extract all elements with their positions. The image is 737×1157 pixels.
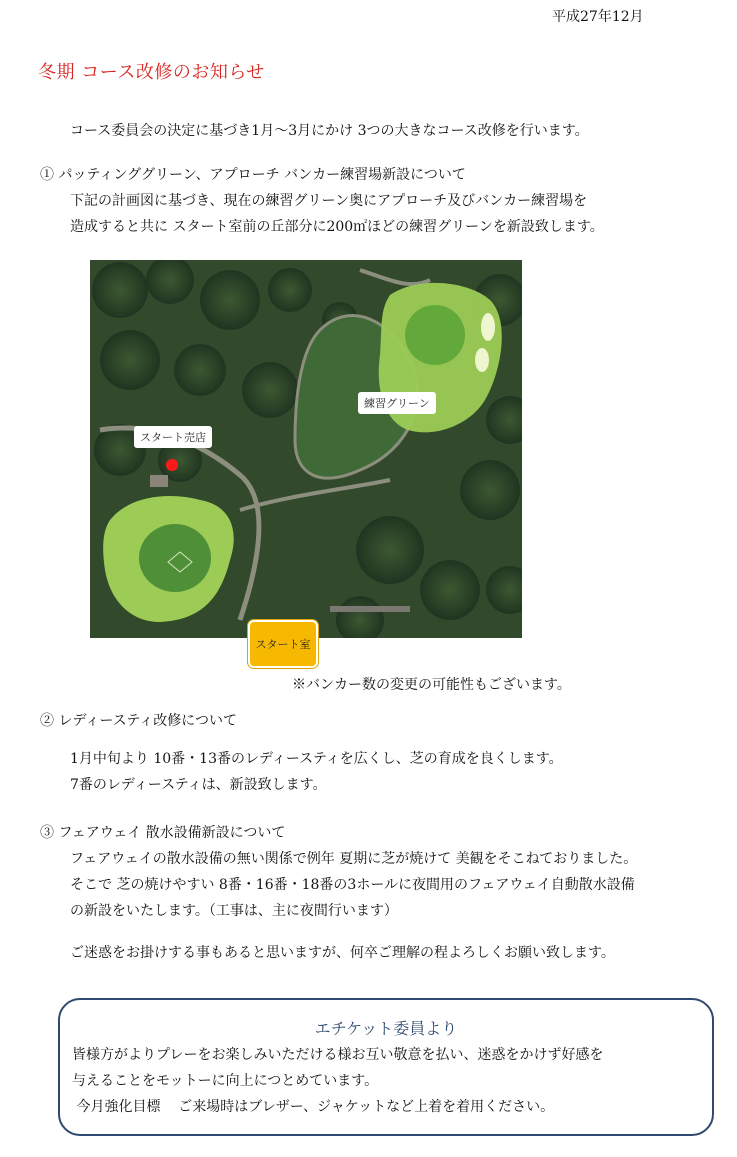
practice-green-label: 練習グリーン	[358, 392, 436, 414]
aerial-photo	[90, 260, 522, 638]
section3-line: そこで 芝の焼けやすい 8番・16番・18番の3ホールに夜間用のフェアウェイ自動散水設備	[70, 877, 635, 893]
issue-date: 平成27年12月	[552, 9, 644, 25]
section3-line: フェアウェイの散水設備の無い関係で例年 夏期に芝が焼けて 美観をそこねておりました。	[70, 851, 638, 867]
start-room-label: スタート室	[248, 620, 318, 668]
map-note: ※バンカー数の変更の可能性もございます。	[292, 677, 571, 693]
section1-heading: ① パッティンググリーン、アプローチ バンカー練習場新設について	[40, 167, 466, 183]
etiquette-line: 皆様方がよりプレーをお楽しみいただける様お互い敬意を払い、迷惑をかけず好感を	[72, 1047, 604, 1063]
section1-line: 下記の計画図に基づき、現在の練習グリーン奥にアプローチ及びバンカー練習場を	[70, 193, 588, 209]
section3-line: の新設をいたします。（工事は、主に夜間行います）	[70, 903, 398, 919]
section2-line: 7番のレディースティは、新設致します。	[70, 777, 327, 793]
start-shop-label: スタート売店	[134, 426, 212, 448]
etiquette-line: 今月強化目標 ご来場時はブレザー、ジャケットなど上着を着用ください。	[72, 1099, 555, 1115]
closing-text: ご迷惑をお掛けする事もあると思いますが、何卒ご理解の程よろしくお願い致します。	[70, 945, 615, 961]
page-title: 冬期 コース改修のお知らせ	[38, 62, 265, 83]
section2-line: 1月中旬より 10番・13番のレディースティを広くし、芝の育成を良くします。	[70, 751, 563, 767]
etiquette-title: エチケット委員より	[314, 1019, 458, 1038]
etiquette-line: 与えることをモットーに向上につとめています。	[72, 1073, 379, 1089]
section1-line: 造成すると共に スタート室前の丘部分に200㎡ほどの練習グリーンを新設致します。	[70, 219, 604, 235]
section3-heading: ③ フェアウェイ 散水設備新設について	[40, 825, 286, 841]
section2-heading: ② レディースティ改修について	[40, 713, 237, 729]
course-plan-map	[90, 260, 522, 638]
etiquette-box	[58, 998, 714, 1136]
intro-text: コース委員会の決定に基づき1月～3月にかけ 3つの大きなコース改修を行います。	[70, 123, 589, 139]
